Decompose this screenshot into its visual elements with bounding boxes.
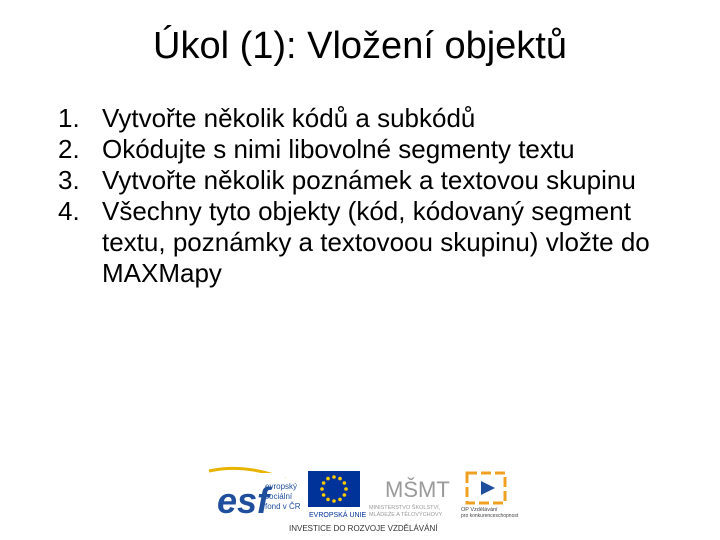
task-number: 4. <box>58 196 80 226</box>
task-text: Vytvořte několik poznámek a textovou skupinu <box>102 165 636 195</box>
task-item-2 <box>58 134 678 165</box>
funding-logo-strip <box>205 465 535 537</box>
esf-caption-2: sociální <box>265 492 293 501</box>
task-number: 3. <box>58 165 80 195</box>
task-text: Vytvořte několik kódů a subkódů <box>102 103 476 133</box>
funding-tagline: INVESTICE DO ROZVOJE VZDĚLÁVÁNÍ <box>289 524 438 533</box>
op-caption-2: pro konkurenceschopnost <box>461 513 519 519</box>
slide-title: Úkol (1): Vložení objektů <box>153 25 567 67</box>
msmt-logo-text: MŠMT <box>385 477 450 502</box>
msmt-caption-1: MINISTERSTVO ŠKOLSTVÍ, <box>369 505 441 511</box>
task-item-1 <box>58 103 678 134</box>
task-item-3 <box>58 165 678 196</box>
task-number: 1. <box>58 103 80 133</box>
task-list <box>58 103 678 289</box>
task-text: Okódujte s nimi libovolné segmenty textu <box>102 134 575 164</box>
esf-logo <box>209 468 301 521</box>
eu-logo <box>308 471 367 519</box>
task-number: 2. <box>58 134 80 164</box>
esf-caption-3: fond v ČR <box>265 502 301 511</box>
op-logo <box>461 473 519 519</box>
op-arrow-icon <box>481 481 495 495</box>
task-text: Všechny tyto objekty (kód, kódovaný segment textu, poznámky a textovoou skupinu) vložte do MAXMapy <box>102 196 650 288</box>
task-item-4 <box>58 196 678 289</box>
esf-logo-text: esf <box>217 480 270 521</box>
msmt-logo <box>369 477 450 518</box>
eu-caption: EVROPSKÁ UNIE <box>309 512 367 519</box>
msmt-caption-2: MLÁDEŽE A TĚLOVÝCHOVY <box>369 512 443 518</box>
op-caption-1: OP Vzdělávání <box>461 507 498 513</box>
esf-caption-1: evropský <box>265 482 298 491</box>
